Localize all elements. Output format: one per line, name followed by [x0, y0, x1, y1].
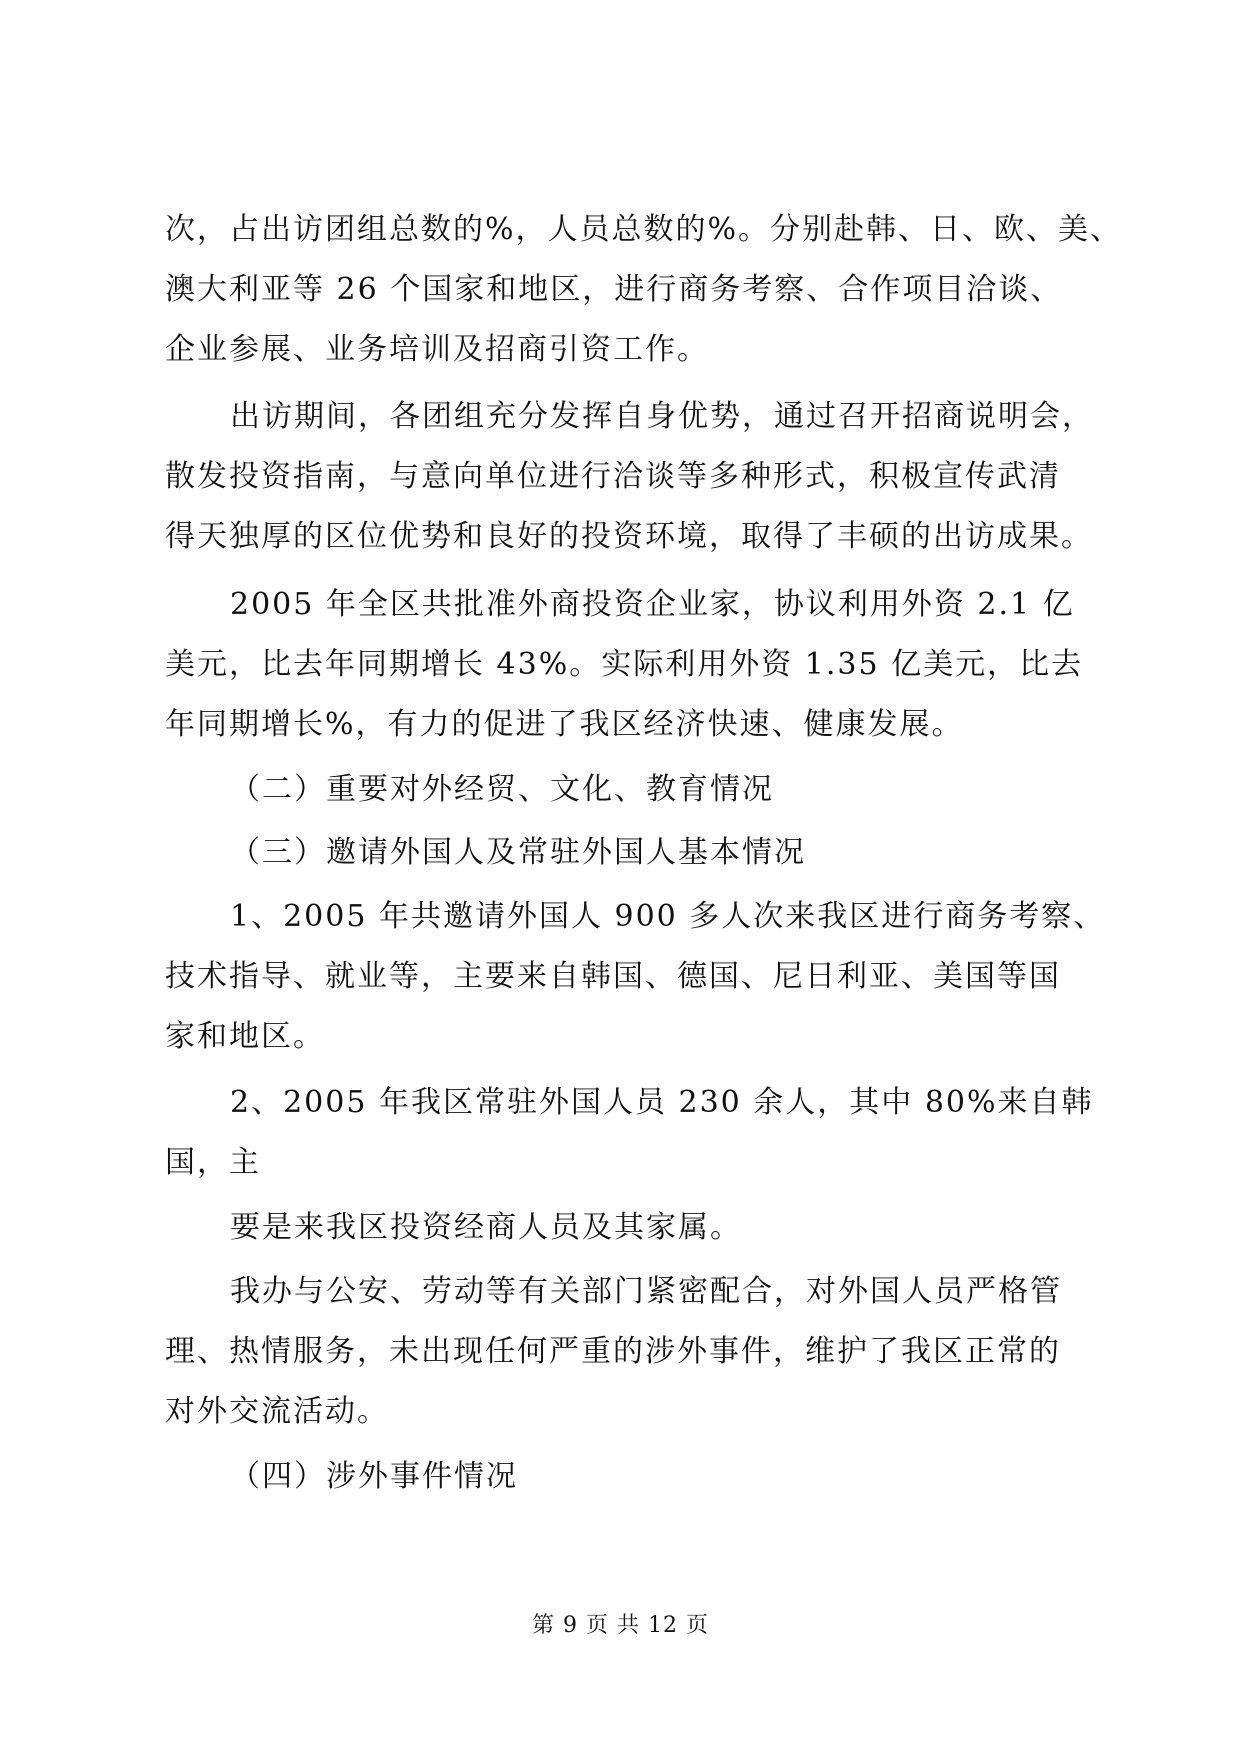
- section-heading: （二）重要对外经贸、文化、教育情况: [230, 772, 774, 807]
- page-number-footer: 第 9 页 共 12 页: [532, 1613, 709, 1638]
- body-text-line: 得天独厚的区位优势和良好的投资环境，取得了丰硕的出访成果。: [165, 519, 1093, 554]
- paragraph-first-line: 要是来我区投资经商人员及其家属。: [230, 1210, 742, 1245]
- section-heading: （四）涉外事件情况: [230, 1459, 518, 1494]
- body-text-line: 对外交流活动。: [165, 1394, 389, 1429]
- body-text-line: 家和地区。: [165, 1019, 325, 1054]
- body-text-line: 年同期增长%，有力的促进了我区经济快速、健康发展。: [165, 707, 964, 742]
- paragraph-first-line: 2005 年全区共批准外商投资企业家，协议利用外资 2.1 亿: [230, 587, 1075, 622]
- paragraph-first-line: 1、2005 年共邀请外国人 900 多人次来我区进行商务考察、: [230, 899, 1106, 934]
- body-text-line: 国，主: [165, 1145, 261, 1180]
- body-text-line: 企业参展、业务培训及招商引资工作。: [165, 332, 709, 367]
- body-text-line: 散发投资指南，与意向单位进行洽谈等多种形式，积极宣传武清: [165, 459, 1061, 494]
- body-text-line: 理、热情服务，未出现任何严重的涉外事件，维护了我区正常的: [165, 1334, 1061, 1369]
- body-text-line: 澳大利亚等 26 个国家和地区，进行商务考察、合作项目洽谈、: [165, 272, 1063, 307]
- body-text-line: 美元，比去年同期增长 43%。实际利用外资 1.35 亿美元，比去: [165, 647, 1084, 682]
- section-heading: （三）邀请外国人及常驻外国人基本情况: [230, 835, 806, 870]
- paragraph-first-line: 我办与公安、劳动等有关部门紧密配合，对外国人员严格管: [230, 1274, 1062, 1309]
- paragraph-first-line: 2、2005 年我区常驻外国人员 230 余人，其中 80%来自韩: [230, 1085, 1094, 1120]
- body-text-line: 次，占出访团组总数的%，人员总数的%。分别赴韩、日、欧、美、: [165, 212, 1123, 247]
- paragraph-first-line: 出访期间，各团组充分发挥自身优势，通过召开招商说明会，: [230, 399, 1094, 434]
- body-text-line: 技术指导、就业等，主要来自韩国、德国、尼日利亚、美国等国: [165, 959, 1061, 994]
